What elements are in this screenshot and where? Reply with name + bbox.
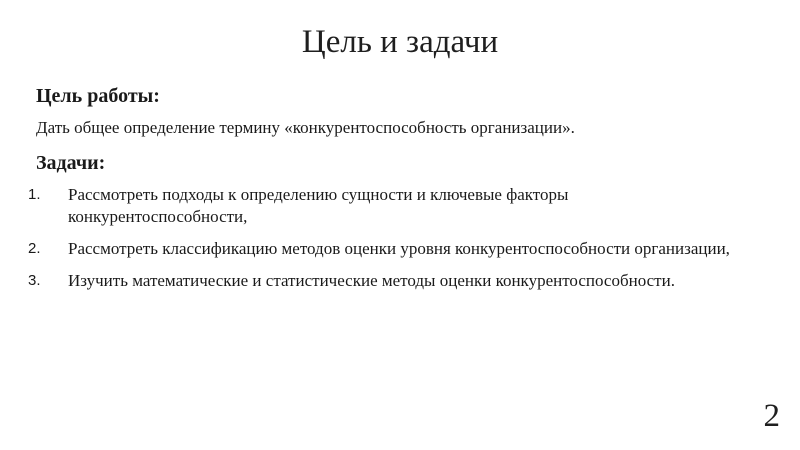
task-text: Изучить математические и статистические методы оценки конкурентоспособности. xyxy=(68,271,675,290)
task-number: 2. xyxy=(28,240,41,257)
task-item xyxy=(28,184,736,228)
task-item xyxy=(28,270,736,292)
task-list xyxy=(28,184,736,302)
slide-title: Цель и задачи xyxy=(301,24,499,60)
task-text: Рассмотреть подходы к определению сущности и ключевые факторы конкурентоспособности, xyxy=(68,185,569,226)
task-number: 1. xyxy=(28,186,41,203)
tasks-heading: Задачи: xyxy=(36,152,106,174)
task-text: Рассмотреть классификацию методов оценки уровня конкурентоспособности организации, xyxy=(68,239,730,258)
page-number: 2 xyxy=(763,398,780,434)
task-number: 3. xyxy=(28,272,41,289)
goal-text: Дать общее определение термину «конкурентоспособность организации». xyxy=(36,118,575,137)
task-item xyxy=(28,238,736,260)
goal-heading: Цель работы: xyxy=(36,85,160,107)
